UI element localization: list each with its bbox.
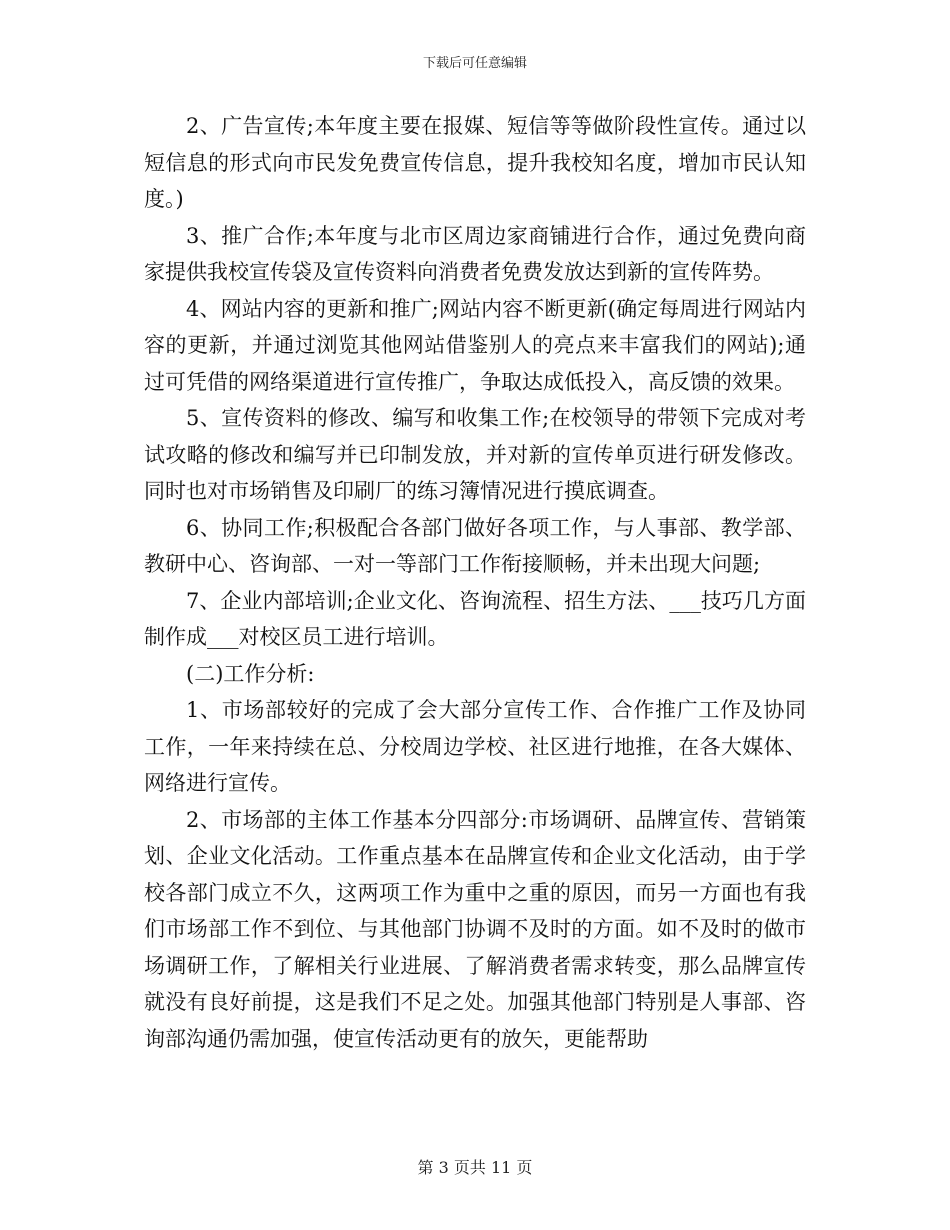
paragraph-promotion-cooperation: 3、推广合作;本年度与北市区周边家商铺进行合作，通过免费向商家提供我校宣传袋及宣传资料向消费者免费发放达到新的宣传阵势。 <box>144 223 806 284</box>
page-header: 下载后可任意编辑 <box>422 56 527 71</box>
paragraph-materials: 5、宣传资料的修改、编写和收集工作;在校领导的带领下完成对考试攻略的修改和编写并已印制发放，并对新的宣传单页进行研发修改。同时也对市场销售及印刷厂的练习簿情况进行摸底调查。 <box>144 406 806 503</box>
paragraph-training: 7、企业内部培训;企业文化、咨询流程、招生方法、___技巧几方面制作成___对校区员工进行培训。 <box>144 588 806 649</box>
paragraph-website: 4、网站内容的更新和推广;网站内容不断更新(确定每周进行网站内容的更新，并通过浏览其他网站借鉴别人的亮点来丰富我们的网站);通过可凭借的网络渠道进行宣传推广，争取达成低投入，高反馈的效果。 <box>144 296 806 394</box>
paragraph-advertising: 2、广告宣传;本年度主要在报媒、短信等等做阶段性宣传。通过以短信息的形式向市民发免费宣传信息，提升我校知名度，增加市民认知度。) <box>144 114 806 211</box>
paragraph-analysis-1: 1、市场部较好的完成了会大部分宣传工作、合作推广工作及协同工作，一年来持续在总、分校周边学校、社区进行地推，在各大媒体、网络进行宣传。 <box>144 698 806 795</box>
paragraph-analysis-2: 2、市场部的主体工作基本分四部分:市场调研、品牌宣传、营销策划、企业文化活动。工作重点基本在品牌宣传和企业文化活动，由于学校各部门成立不久，这两项工作为重中之重的原因，而另一方面也有我们市场部工作不到位、与其他部门协调不及时的方面。如不及时的做市场调研工作，了解相关行业进展、了解消费者需求转变，那么品牌宣传就没有良好前提，这是我们不足之处。加强其他部门特别是人事部、咨询部沟通仍需加强，使宣传活动更有的放矢，更能帮助 <box>144 807 806 1051</box>
paragraph-collaboration: 6、协同工作;积极配合各部门做好各项工作，与人事部、教学部、教研中心、咨询部、一对一等部门工作衔接顺畅，并未出现大问题; <box>144 515 806 576</box>
page-footer: 第 3 页共 11 页 <box>417 1158 533 1177</box>
section-heading-analysis: (二)工作分析: <box>186 661 315 686</box>
document-body <box>144 108 806 1057</box>
